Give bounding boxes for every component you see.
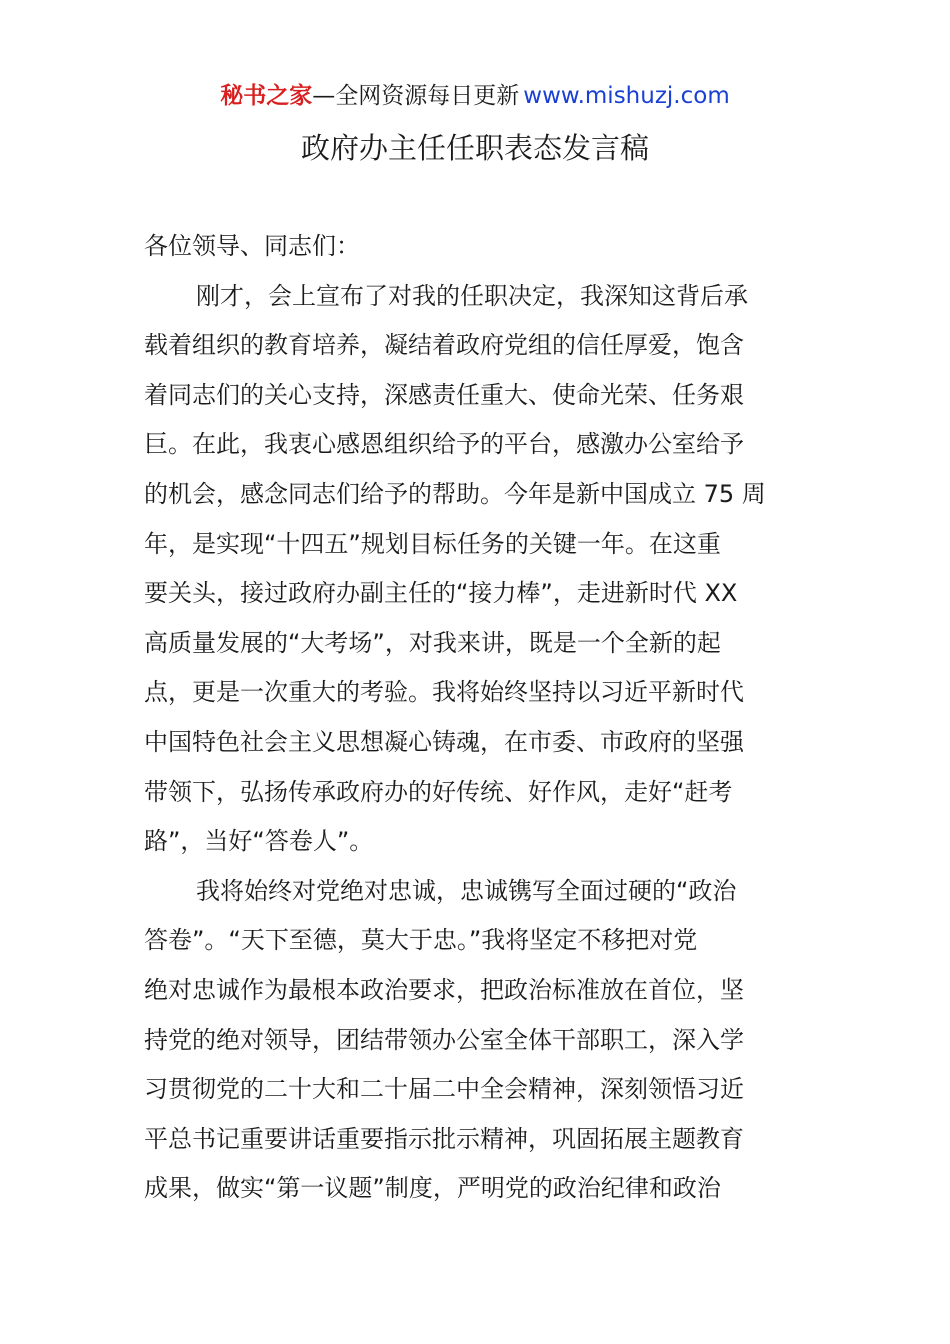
- paragraph-line: 绝对忠诚作为最根本政治要求，把政治标准放在首位，坚: [144, 975, 744, 1004]
- paragraph-line: 持党的绝对领导，团结带领办公室全体干部职工，深入学: [144, 1025, 744, 1054]
- paragraph-line: 习贯彻党的二十大和二十届二中全会精神，深刻领悟习近: [144, 1075, 744, 1104]
- paragraph-line: 的机会，感念同志们给予的帮助。今年是新中国成立 75 周: [144, 479, 766, 508]
- paragraph-line: 巨。在此，我衷心感恩组织给予的平台，感激办公室给予: [144, 430, 744, 459]
- paragraph-line: 载着组织的教育培养，凝结着政府党组的信任厚爱，饱含: [144, 331, 744, 360]
- paragraph-line: 要关头，接过政府办副主任的“接力棒”，走进新时代 XX: [144, 579, 738, 608]
- salutation-line: 各位领导、同志们：: [144, 232, 360, 260]
- document-title: 政府办主任任职表态发言稿: [300, 131, 649, 165]
- paragraph-line: 刚才，会上宣布了对我的任职决定，我深知这背后承: [196, 281, 748, 310]
- paragraph-line: 答卷”。“天下至德，莫大于忠。”我将坚定不移把对党: [144, 926, 698, 955]
- paragraph-line: 路”，当好“答卷人”。: [144, 827, 374, 856]
- paragraph-line: 平总书记重要讲话重要指示批示精神，巩固拓展主题教育: [144, 1124, 744, 1153]
- paragraph-line: 我将始终对党绝对忠诚，忠诚镌写全面过硬的“政治: [196, 876, 737, 905]
- paragraph-line: 高质量发展的“大考场”，对我来讲，既是一个全新的起: [144, 628, 721, 657]
- site-header: [0, 80, 950, 112]
- document-body: [144, 222, 766, 1214]
- paragraph-line: 年，是实现“十四五”规划目标任务的关键一年。在这重: [144, 529, 721, 558]
- paragraph-line: 带领下，弘扬传承政府办的好传统、好作风，走好“赶考: [144, 777, 733, 806]
- paragraph-line: 成果，做实“第一议题”制度，严明党的政治纪律和政治: [144, 1174, 721, 1203]
- site-tagline: —全网资源每日更新: [312, 83, 520, 109]
- site-url-link[interactable]: www.mishuzj.com: [523, 83, 730, 109]
- paragraph-line: 点，更是一次重大的考验。我将始终坚持以习近平新时代: [144, 678, 744, 707]
- paragraph-line: 着同志们的关心支持，深感责任重大、使命光荣、任务艰: [144, 380, 744, 409]
- paragraph-line: 中国特色社会主义思想凝心铸魂，在市委、市政府的坚强: [144, 727, 744, 756]
- site-brand: 秘书之家: [220, 83, 313, 109]
